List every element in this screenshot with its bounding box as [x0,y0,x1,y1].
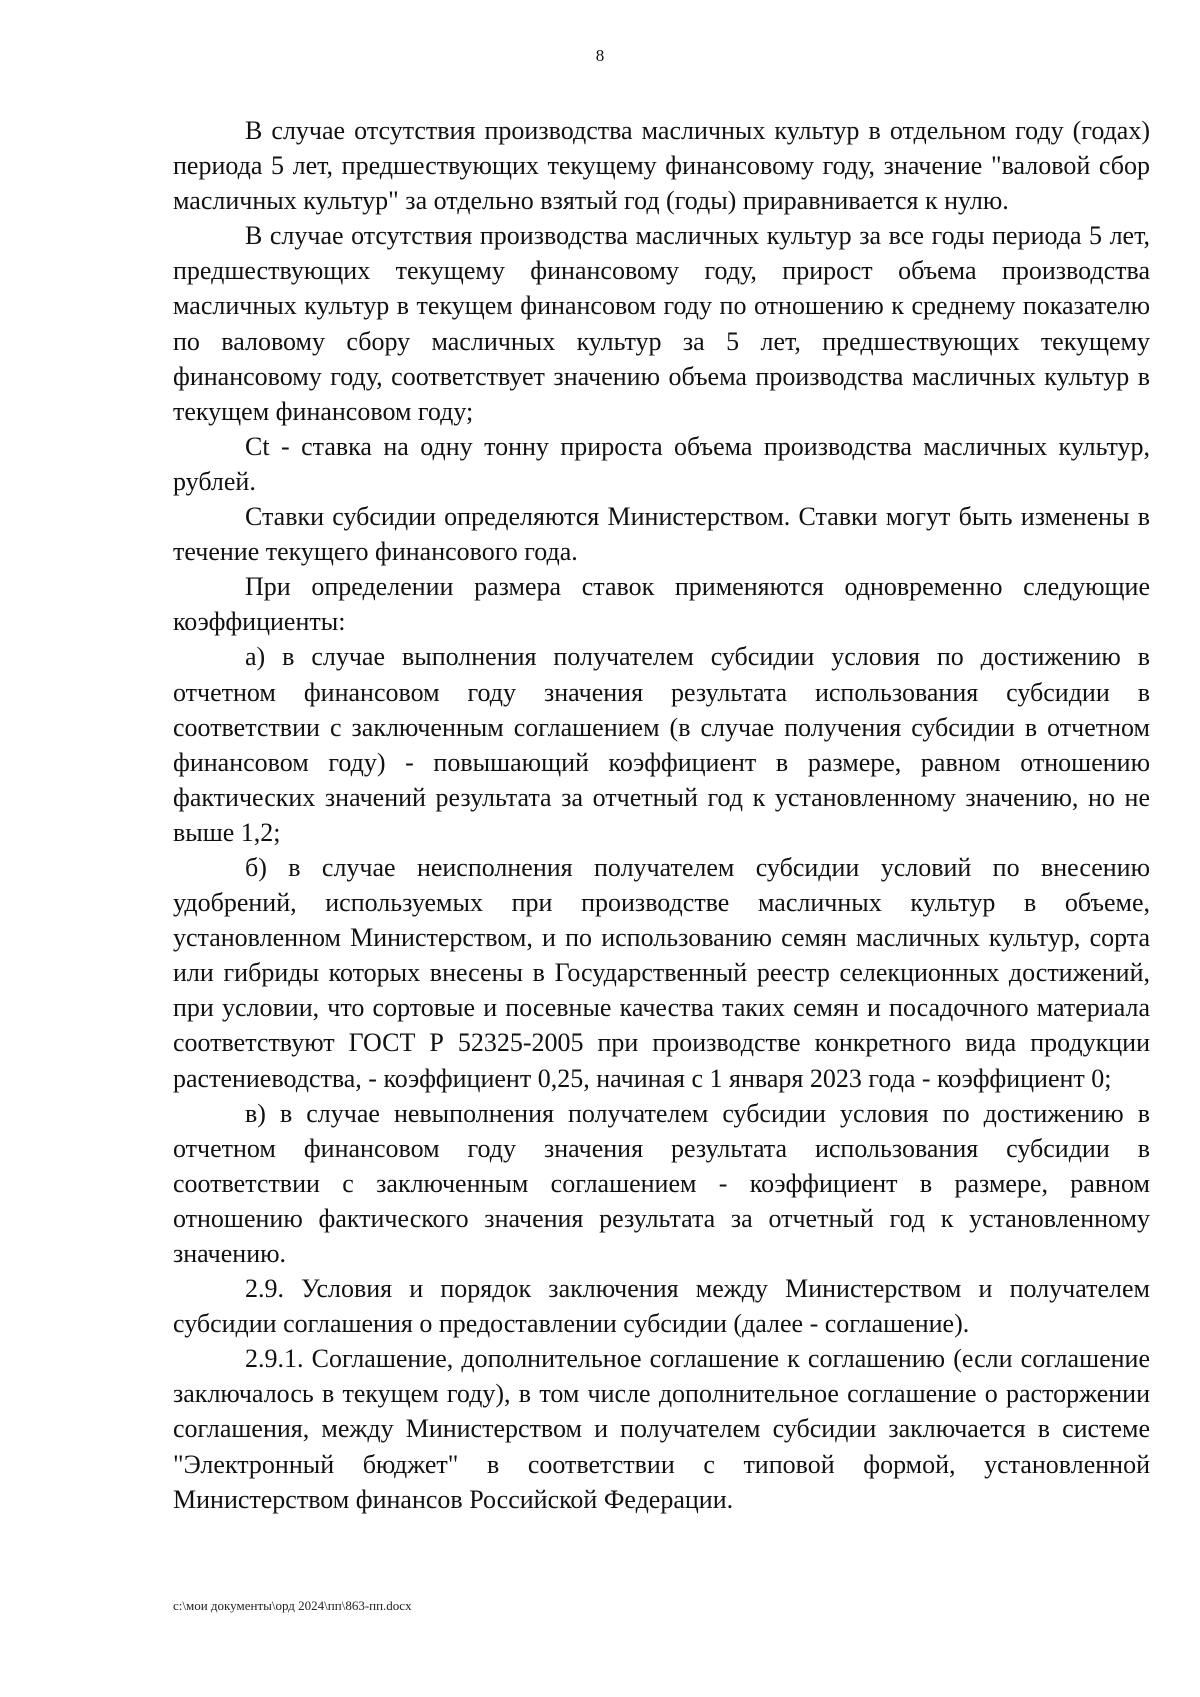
paragraph-coefficient-c: в) в случае невыполнения получателем субсидии условия по достижению в отчетном финансовом году значения результата использования субсидии в соответствии с заключенным соглашением - коэффициент в размере, равном отношению фактического значения результата за отчетный год к установленному значению. [173,1098,1150,1268]
paragraph-zero-harvest-year: В случае отсутствия производства масличных культур в отдельном году (годах) периода 5 лет, предшествующих текущему финансовому году, значение "валовой сбор масличных культур" за отдельно взятый год (годы) приравнивается к нулю. [173,116,1150,216]
paragraph-coefficients-intro: При определении размера ставок применяются одновременно следующие коэффициенты: [173,572,1150,637]
paragraph-rates-ministry: Ставки субсидии определяются Министерством. Ставки могут быть изменены в течение текущего финансового года. [173,502,1150,567]
paragraph-section-2-9-1: 2.9.1. Соглашение, дополнительное соглашение к соглашению (если соглашение заключалось в текущем году), в том числе дополнительное соглашение о расторжении соглашения, между Министерством и получателем субсидии заключается в системе "Электронный бюджет" в соответствии с типовой формой, установленной Министерством финансов Российской Федерации. [173,1344,1150,1514]
paragraph-rate-definition: Ct - ставка на одну тонну прироста объема производства масличных культур, рублей. [173,431,1150,496]
footer-file-path: c:\мои документы\орд 2024\пп\863-пп.docx [173,1598,412,1613]
paragraph-zero-harvest-all-years: В случае отсутствия производства масличных культур за все годы периода 5 лет, предшествующих текущему финансовому году, прирост объема производства масличных культур в текущем финансовом году по отношению к среднему показателю по валовому сбору масличных культур за 5 лет, предшествующих текущему финансовому году, соответствует значению объема производства масличных культур в текущем финансовом году; [173,221,1150,426]
paragraph-coefficient-b: б) в случае неисполнения получателем субсидии условий по внесению удобрений, используемых при производстве масличных культур в объеме, установленном Министерством, и по использованию семян масличных культур, сорта или гибриды которых внесены в Государственный реестр селекционных достижений, при условии, что сортовые и посевные качества таких семян и посадочного материала соответствуют ГОСТ Р 52325-2005 при производстве конкретного вида продукции растениеводства, - коэффициент 0,25, начиная с 1 января 2023 года - коэффициент 0; [173,852,1150,1093]
paragraph-coefficient-a: а) в случае выполнения получателем субсидии условия по достижению в отчетном финансовом году значения результата использования субсидии в соответствии с заключенным соглашением (в случае получения субсидии в отчетном финансовом году) - повышающий коэффициент в размере, равном отношению фактических значений результата за отчетный год к установленному значению, но не выше 1,2; [173,642,1150,847]
page-number: 8 [595,46,605,65]
document-body [173,113,1150,1517]
paragraph-section-2-9: 2.9. Условия и порядок заключения между Министерством и получателем субсидии соглашения о предоставлении субсидии (далее - соглашение). [173,1274,1150,1339]
